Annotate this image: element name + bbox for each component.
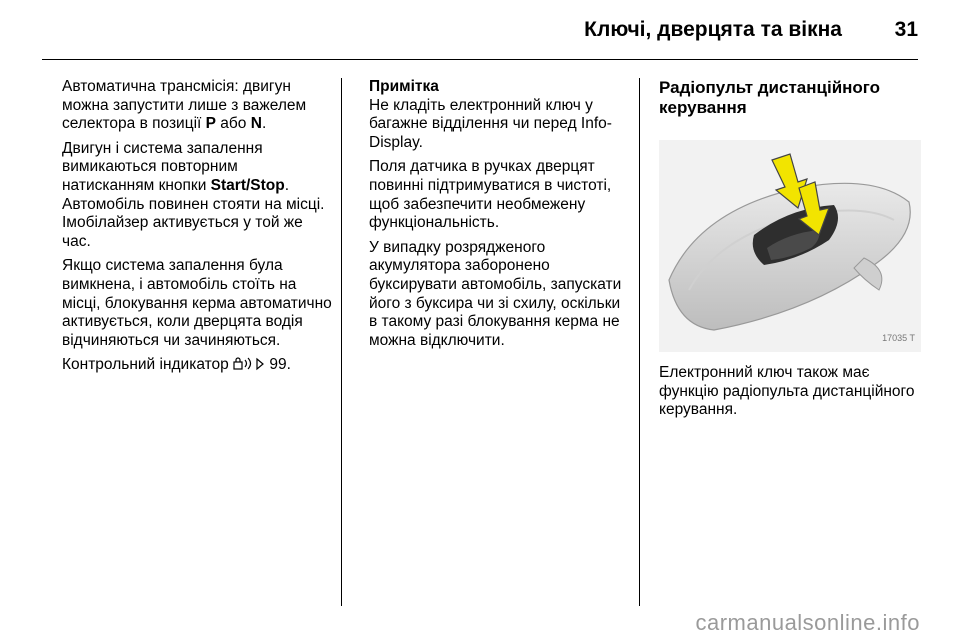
note-text-1: Не кладіть електронний ключ у багажне відділення чи перед Info-Display. [369,96,612,151]
paragraph-steering-lock: Якщо система запалення була вимкнена, і автомобіль стоїть на місці, блокування керма автоматично активується, коли дверцята водія відчиняються чи зачиняються. [62,257,332,349]
electronic-key-illustration [659,140,921,352]
position-n: N [250,115,262,133]
page-number: 31 [894,18,918,41]
page-reference: 99. [265,356,291,374]
note-title: Примітка [369,78,439,95]
start-stop-label: Start/Stop [210,176,285,194]
watermark: carmanualsonline.info [695,610,920,635]
section-title: Радіопульт дистанційного керування [659,78,881,117]
note-text-2: Поля датчика в ручках дверцят повинні підтримуватися в чистоті, щоб забезпечити необмежену функціональність. [369,158,612,232]
column-2 [369,78,631,356]
note [369,78,631,152]
column-divider-1 [341,78,342,606]
header-rule [42,59,918,60]
column-3 [659,78,929,426]
figure-number: 17035 T [882,333,915,344]
steering-lock-indicator-icon [233,356,255,377]
figure-caption: Електронний ключ також має функцію радіопульта дистанційного керування. [659,364,915,419]
paragraph-immobilizer: Автомобіль повинен стояти на місці. Імобілайзер активується у той же час. [62,195,325,250]
column-divider-2 [639,78,640,606]
paragraph-engine-off: Двигун і система запалення вимикаються повторним натисканням кнопки Start/Stop. Автомобіль повинен стояти на місці. Імобілайзер активується у той же час. [62,139,325,250]
header-title: Ключі, дверцята та вікна [584,18,842,41]
page-reference-triangle-icon [255,357,265,377]
paragraph-indicator: Контрольний індикатор 99. [62,356,332,377]
paragraph-transmission: Автоматична трансмісія: двигун можна запустити лише з важелем селектора в позиції P або N. [62,78,307,133]
note-text-3: У випадку розрядженого акумулятора заборонено буксирувати автомобіль, запускати його з буксира чи зі схилу, оскільки в такому разі блокування керма не можна відключити. [369,238,622,349]
column-1 [62,78,332,383]
position-p: P [205,115,216,133]
